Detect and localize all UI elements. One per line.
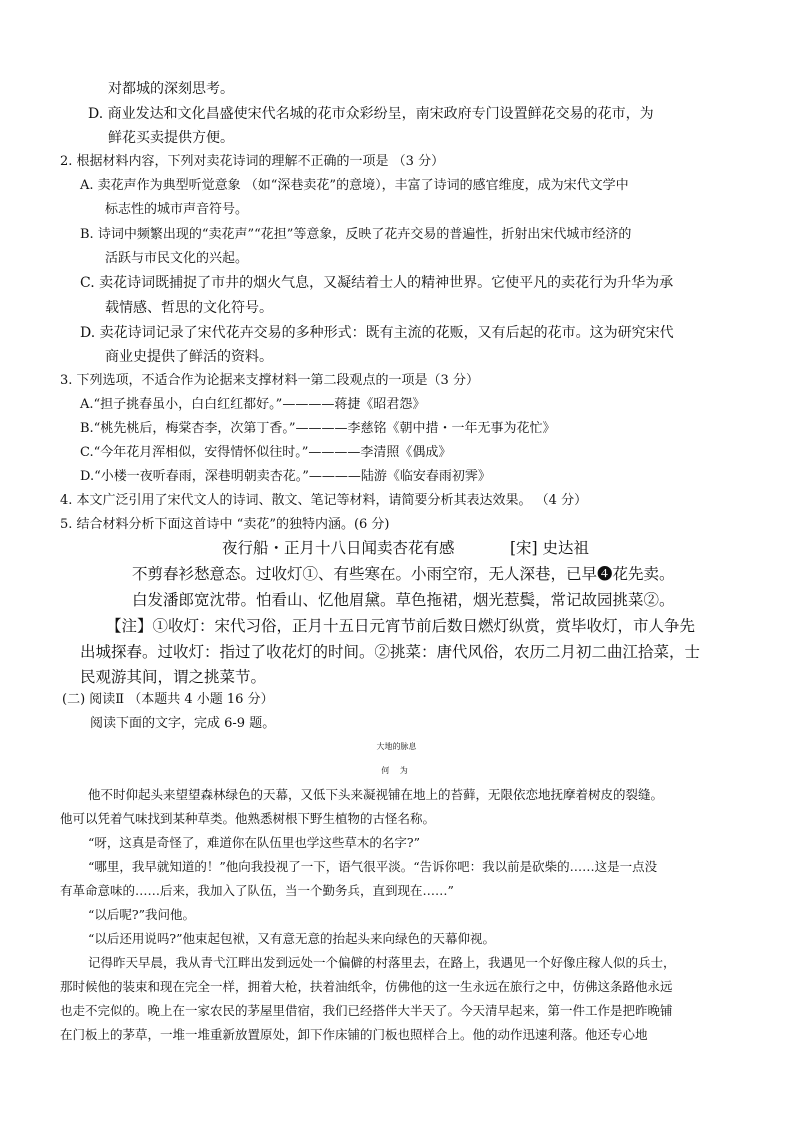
question-5: 5. 结合材料分析下面这首诗中 “卖花”的独特内涵。(6 分)	[60, 517, 390, 532]
article-title: 大地的脉息	[376, 742, 417, 751]
paragraph-6-line-2: 那时候他的装束和现在完全一样，拥着大枪，扶着油纸伞，仿佛他的这一生永远在旅行之中，仿佛这条路他永远	[60, 979, 673, 994]
q2-option-d: D. 卖花诗词记录了宋代花卉交易的多种形式：既有主流的花贩，又有后起的花市。这为研究宋代	[80, 325, 674, 341]
poem-note-2: 出城探春。过收灯：指过了收花灯的时间。②挑菜：唐代风俗，农历二月初二曲江拾菜，士	[80, 643, 701, 661]
q3-option-d: D.“小楼一夜听春雨，深巷明朝卖杏花。”————陆游《临安春雨初霁》	[80, 469, 491, 484]
poem-author: [宋] 史达祖	[510, 539, 590, 557]
paragraph-1-line-1: 他不时仰起头来望望森林绿色的天幕，又低下头来凝视铺在地上的苔藓，无限依恋地抚摩着树皮的裂缝。	[88, 787, 664, 802]
poem-line-1: 不剪春衫愁意态。过收灯①、有些寒在。小雨空帘，无人深巷，已早❹花先卖。	[132, 565, 675, 583]
option-d-q1: D. 商业发达和文化昌盛使宋代名城的花市众彩纷呈，南宋政府专门设置鲜花交易的花市，为	[88, 106, 654, 122]
paragraph-6-line-4: 在门板上的茅草，一堆一堆重新放置原处，卸下作床铺的门板也照样合上。他的动作迅速利落。他还专心地	[60, 1027, 648, 1042]
q2-option-c: C. 卖花诗词既捕捉了市井的烟火气息，又凝结着士人的精神世界。它使平凡的卖花行为升华为承	[80, 275, 674, 291]
q3-option-b: B.“桃先桃后，梅棠杏李，次第丁香。”————李慈铭《朝中措・一年无事为花忙》	[80, 421, 556, 436]
poem-title: 夜行船・正月十八日闻卖杏花有感	[222, 539, 455, 557]
q2-option-a-cont: 标志性的城市声音符号。	[105, 202, 249, 217]
paragraph-2: “呀，这真是奇怪了，难道你在队伍里也学这些草木的名字?”	[88, 835, 420, 850]
poem-note-1: 【注】①收灯：宋代习俗，正月十五日元宵节前后数日燃灯纵赏，赏毕收灯，市人争先	[106, 617, 696, 635]
paragraph-6-line-1: 记得昨天早晨，我从青弋江畔出发到远处一个偏僻的村落里去，在路上，我遇见一个好像庄稼人似的兵士，	[88, 955, 676, 970]
option-d-q1-cont: 对都城的深刻思考。	[108, 81, 234, 97]
paragraph-6-line-3: 也走不完似的。晚上在一家农民的茅屋里借宿，我们已经搭伴大半天了。今天清早起来，第一件工作是把昨晚铺	[60, 1003, 673, 1018]
article-author: 何 为	[381, 766, 412, 775]
question-4: 4. 本文广泛引用了宋代文人的诗词、散文、笔记等材料，请简要分析其表达效果。 （4 分）	[60, 493, 588, 508]
q3-option-a: A.“担子挑春虽小，白白红红都好。”————蒋捷《昭君怨》	[80, 397, 426, 412]
option-d-q1-cont2: 鲜花买卖提供方便。	[108, 130, 234, 146]
q2-option-b-cont: 活跃与市民文化的兴起。	[105, 251, 249, 266]
paragraph-4: “以后呢?”我问他。	[88, 907, 195, 922]
reading-instruction: 阅读下面的文字，完成 6-9 题。	[90, 716, 276, 731]
paragraph-3-line-1: “哪里，我早就知道的！”他向我投视了一下，语气很平淡。“告诉你吧：我以前是砍柴的……这是一点没	[88, 859, 658, 874]
section-heading: (二) 阅读Ⅱ （本题共 4 小题 16 分）	[62, 692, 274, 707]
poem-note-3: 民观游其间，谓之挑菜节。	[80, 668, 267, 686]
paragraph-3-line-2: 有革命意味的……后来，我加入了队伍，当一个勤务兵，直到现在……”	[60, 883, 454, 898]
q2-option-a: A. 卖花声作为典型听觉意象 （如“深巷卖花”的意境），丰富了诗词的感官维度，成为宋代文学中	[80, 178, 629, 193]
q3-option-c: C.“今年花月浑相似，安得情怀似往时。”————李清照《偶成》	[80, 445, 452, 460]
paragraph-1-line-2: 他可以凭着气味找到某种草类。他熟悉树根下野生植物的古怪名称。	[60, 811, 436, 826]
question-3: 3. 下列选项，不适合作为论据来支撑材料一第二段观点的一项是（3 分）	[60, 373, 479, 388]
q2-option-c-cont: 载情感、哲思的文化符号。	[105, 300, 273, 316]
q2-option-d-cont: 商业史提供了鲜活的资料。	[105, 349, 273, 365]
paragraph-5: “以后还用说吗?”他束起包袱，又有意无意的抬起头来向绿色的天幕仰视。	[88, 931, 495, 946]
poem-line-2: 白发潘郎宽沈带。怕看山、忆他眉黛。草色拖裙，烟光惹鬓，常记故园挑菜②。	[132, 591, 675, 609]
question-2: 2. 根据材料内容，下列对卖花诗词的理解不正确的一项是 （3 分）	[60, 154, 445, 169]
q2-option-b: B. 诗词中频繁出现的“卖花声”“花担”等意象，反映了花卉交易的普遍性，折射出宋代城市经济的	[80, 227, 632, 242]
